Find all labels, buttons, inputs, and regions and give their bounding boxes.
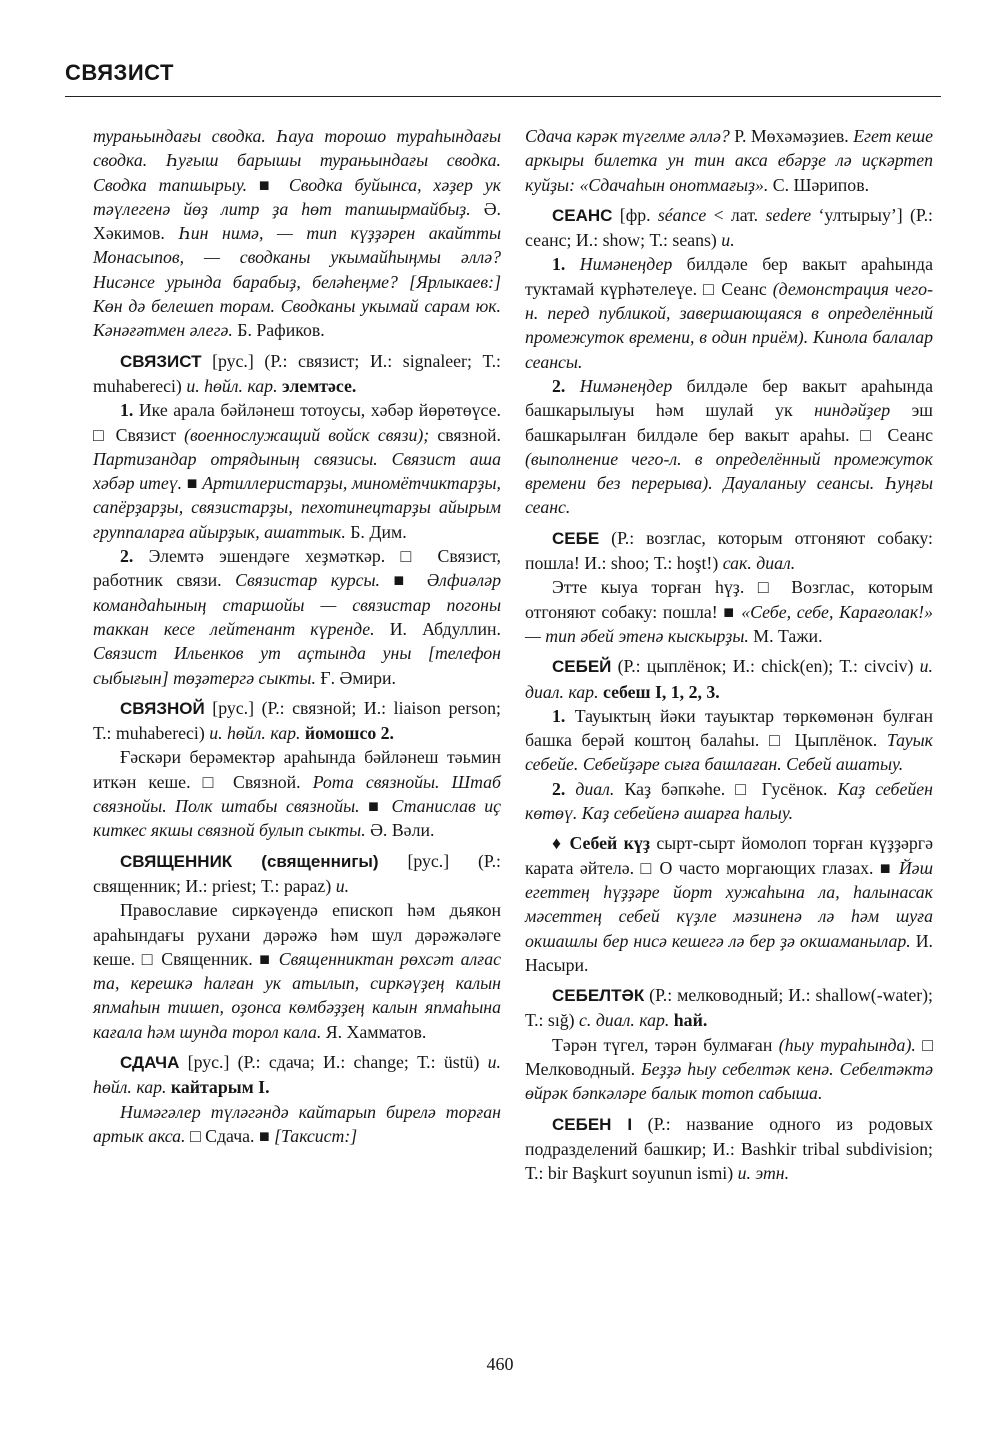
entry-paragraph: [93, 1100, 501, 1149]
text-run: М. Тажи.: [748, 625, 823, 646]
text-run: Р. Мөхәмәҙиев.: [729, 126, 854, 146]
text-run: Ғәскәри берәмектәр араһында бәйләнеш тәьмин иткән кеше. □ Связной.: [93, 747, 501, 792]
italic-run: sedere: [765, 204, 812, 225]
italic-run: ниндәйҙер: [814, 400, 891, 421]
headword: СДАЧА: [120, 1052, 180, 1072]
italic-run: (һыу тураһында).: [778, 1034, 916, 1055]
text-run: [565, 376, 579, 396]
italic-run: с. диал. кар.: [579, 1010, 670, 1031]
entry-paragraph: [525, 374, 933, 520]
italic-run: и. һөйл. кар.: [93, 1051, 501, 1098]
entry-paragraph: [93, 544, 501, 690]
text-run: ■: [182, 473, 203, 494]
right-column: [525, 124, 933, 1185]
text-run: ■: [247, 174, 289, 195]
italic-run: séance: [657, 204, 707, 225]
italic-run: и.: [721, 230, 735, 251]
page-number: 460: [486, 1354, 514, 1374]
bold-run: 2.: [552, 778, 566, 799]
text-run: билдәле бер вакыт араһында туктамай күрһәтелеүе. □ Сеанс: [525, 254, 933, 299]
italic-run: и. этн.: [737, 1163, 790, 1184]
italic-run: Каҙ себейен көтөү. Каҙ себейенә ашарға һалыу.: [525, 778, 933, 824]
entry-paragraph: [93, 1050, 501, 1100]
entry-paragraph: [93, 696, 501, 746]
text-run: Б. Рафиков.: [232, 320, 325, 341]
text-run: [565, 254, 579, 274]
headword: СЕБЕ: [552, 528, 600, 548]
bold-run: 1.: [552, 254, 566, 275]
text-run: ‘ултырыу’] (Р.: сеанс; И.: show; Т.: seans): [525, 204, 933, 251]
entry-paragraph: [525, 124, 933, 197]
italic-run: и.: [335, 875, 350, 896]
entry-paragraph: [525, 983, 933, 1033]
italic-run: диал.: [575, 778, 615, 799]
text-run: Тауыктың йәки тауыктар төркөмөнән булған башка берәй коштоң балаһы. □ Цыплёнок.: [525, 705, 933, 751]
text-run: ■: [359, 796, 392, 817]
text-run: сырт-сырт йомолоп торған күҙҙәргә карата әйтелә. □ О часто моргающих глазах. ■: [525, 833, 933, 878]
entry-paragraph: [525, 777, 933, 826]
text-run: [рус.] (Р.: связист; И.: signaleer; Т.: muhabereci): [93, 350, 501, 396]
italic-run: Әлфиәләр командаһының старшойы — связистар погоны таккан кесе лейтенант күренде.: [93, 570, 501, 639]
bold-run: кайтарым I.: [166, 1077, 270, 1098]
italic-run: Нимәнеңдер: [579, 254, 673, 275]
bold-run: 1.: [552, 705, 566, 726]
italic-run: Партизандар отрядының связисы. Связист аша хәбәр итеү.: [93, 448, 501, 494]
left-column: [93, 124, 501, 1148]
italic-run: Тауык себейе. Себейҙәре сыға башлаған. Себей ашатыу.: [525, 730, 933, 775]
headword: СВЯЗИСТ: [120, 351, 202, 371]
text-run: □ Мелководный.: [525, 1034, 933, 1079]
entry-paragraph: [93, 745, 501, 842]
text-run: [рус.] (Р.: священник; И.: priest; Т.: papaz): [93, 850, 501, 896]
headword: СЕБЕЙ: [552, 657, 612, 677]
entry-paragraph: [525, 203, 933, 253]
entry-paragraph: [525, 704, 933, 777]
headword: СВЯЩЕННИК (священнигы): [120, 851, 379, 871]
italic-run: Сводка буйынса, хәҙер ук тәүлегенә йөҙ литр ҙа һөт тапшырмайбыҙ.: [93, 174, 501, 219]
italic-run: турањындағы сводка. Һауа торошо тураһындағы сводка. Һуғыш барышы турањындағы сводка. Сводка тапшырыу.: [93, 126, 501, 195]
entry-paragraph: [93, 398, 501, 544]
text-run: [565, 779, 575, 799]
headword: СЕБЕЛТӘК: [552, 986, 645, 1006]
text-run: Православие сиркәүендә епископ һәм дьякон араһындағы рухани дәрәжә һәм шул дәрәжәләге кеше. □ Священник. ■: [93, 900, 501, 969]
text-run: (Р.: возглас, которым отгоняют собаку: пошла! И.: shoo; Т.: hoşt!): [525, 527, 933, 574]
bold-run: себеш I, 1, 2, 3.: [598, 681, 720, 702]
bold-run: йомошсо 2.: [300, 723, 395, 744]
text-run: < лат.: [706, 204, 766, 225]
text-run: [рус.] (Р.: связной; И.: liaison person; Т.: muhabereci): [93, 697, 501, 744]
text-run: Ғ. Әмири.: [315, 667, 396, 688]
text-run: Б. Дим.: [345, 521, 407, 542]
italic-run: и. һөйл. кар.: [209, 723, 301, 744]
text-run: Каҙ бәпкәһе. □ Гусёнок.: [614, 778, 838, 799]
header-rule: [65, 96, 941, 97]
entry-paragraph: [525, 575, 933, 648]
italic-run: «Себе, себе, Карағолак!» — тип әбей этенә кыскырҙы.: [525, 601, 933, 646]
italic-run: Станислав иҫ киткес якшы связной булып сыкты.: [93, 796, 501, 841]
entry-paragraph: [525, 1033, 933, 1106]
entry-paragraph: [525, 1112, 933, 1186]
text-run: связной.: [429, 424, 501, 445]
text-run: □ Сдача. ■: [185, 1125, 275, 1146]
italic-run: Рота связнойы. Штаб связнойы. Полк штабы связнойы.: [93, 771, 501, 817]
headword: СЕАНС: [552, 205, 613, 225]
italic-run: и. диал. кар.: [525, 656, 933, 702]
text-run: Элемтә эшендәге хеҙмәткәр. □ Связист, работник связи.: [93, 546, 501, 591]
bold-run: 2.: [120, 546, 134, 567]
text-run: Этте кыуа торған һүҙ. □ Возглас, которым отгоняют собаку: пошла! ■: [525, 577, 933, 622]
italic-run: сак. диал.: [722, 553, 796, 574]
italic-run: [Таксист:]: [274, 1125, 358, 1146]
text-run: Ә. Хәкимов.: [93, 198, 501, 244]
text-run: Ә. Вәли.: [365, 820, 435, 841]
text-run: Я. Хамматов.: [321, 1021, 427, 1042]
headword: СВЯЗНОЙ: [120, 698, 205, 718]
text-run: Тәрән түгел, тәрән булмаған: [552, 1034, 779, 1055]
entry-paragraph: [525, 831, 933, 977]
entry-paragraph: [93, 849, 501, 899]
entry-paragraph: [93, 124, 501, 343]
text-run: ■: [379, 570, 427, 591]
text-run: С. Шәрипов.: [768, 174, 870, 195]
bold-run: ♦ Себей күҙ: [552, 833, 650, 854]
text-run: билдәле бер вакыт араһында башкарылыуы һәм шулай ук: [525, 375, 933, 421]
italic-run: Сдача кәрәк түгелме әллә?: [525, 126, 730, 146]
text-run: (Р.: название одного из родовых подразделений башкир; И.: Bashkir tribal subdivision; Т.: bir Başkurt soyunun ismi): [525, 1113, 933, 1184]
italic-run: (выполнение чего-л. в определённый промежуток времени без перерыва). Дауаланыу сеансы. Һуңғы сеанс.: [525, 448, 933, 518]
bold-run: һай.: [669, 1010, 708, 1031]
italic-run: Связист Ильенков ут аҫтында уны [телефон сыбығын] төҙәтергә сыкты.: [93, 643, 501, 688]
bold-run: элемтәсе.: [277, 375, 357, 396]
italic-run: Һин нимә, — тип күҙҙәрен акайтты Монасыпов, — сводканы укымайһыңмы әллә? Нисәнсе урында барабыҙ, беләһеңме? [Ярлыкаев:] Көн дә белешеп торам. Сводканы укымай сарам юк. Кәнәғәтмен әлегә.: [93, 223, 501, 341]
italic-run: Егет кеше аркыры билетка ун тин акса ебәрҙе лә иҫкәртеп куйҙы: «Сдачаһын онотмағыҙ».: [525, 126, 934, 195]
italic-run: Беҙҙә һыу себелтәк кенә. Себелтәктә өйрәк бәпкәләре балык тотоп сабыша.: [525, 1058, 933, 1104]
entry-paragraph: [93, 898, 501, 1044]
entry-paragraph: [525, 252, 933, 373]
text-run: эш башкарылған билдәле бер вакыт араһы. □ Сеанс: [525, 400, 933, 445]
text-run: Ике арала бәйләнеш тотоусы, хәбәр йөрөтөүсе. □ Связист: [93, 400, 501, 445]
italic-run: (военнослужащий войск связи);: [184, 424, 430, 445]
bold-run: 1.: [120, 400, 134, 421]
entry-paragraph: [93, 349, 501, 399]
text-run: [рус.] (Р.: сдача; И.: change; Т.: üstü): [179, 1051, 488, 1072]
text-run: И. Абдуллин.: [374, 618, 501, 639]
entry-paragraph: [525, 526, 933, 576]
italic-run: (демонстрация чего-н. перед публикой, завершающаяся в определённый промежуток времени, в один приём). Кинола балалар сеансы.: [525, 278, 933, 372]
text-run: (Р.: мелководный; И.: shallow(-water); Т.: sığ): [525, 985, 933, 1031]
italic-run: Артиллеристарҙы, миномётчиктарҙы, сапёрҙарҙы, связистарҙы, пехотинецтарҙы айырым группаларға айырҙык, ашаттык.: [93, 473, 501, 542]
text-run: [фр.: [612, 204, 658, 225]
text-run: И. Насыри.: [525, 930, 933, 975]
text-run: (Р.: цыплёнок; И.: chick(en); Т.: civciv): [611, 656, 920, 677]
italic-run: Йәш егеттең һүҙҙәре йорт хужаһына ла, һалынасак мәсеттең себей күҙле мәзиненә лә һәм шуға окшашлы бер нисә кешегә лә бер ҙә окшаманылар.: [525, 857, 933, 951]
italic-run: Связистар курсы.: [235, 570, 380, 591]
entry-paragraph: [525, 654, 933, 704]
bold-run: 2.: [552, 375, 566, 396]
running-title: СВЯЗИСТ: [65, 60, 174, 85]
headword: СЕБЕН I: [552, 1114, 633, 1134]
italic-run: Нимәгәлер түләгәндә кайтарып бирелә торған артык акса.: [93, 1101, 501, 1146]
italic-run: Нимәнеңдер: [579, 375, 673, 396]
italic-run: и. һөйл. кар.: [186, 375, 278, 396]
italic-run: Священниктан рөхсәт алғас та, керешкә һалған ук атылып, сиркәүҙең калын япмаһын тишеп, оҙонса көмбәҙҙең калын япмаһына кағала һәм шунда торол кала.: [93, 948, 501, 1042]
